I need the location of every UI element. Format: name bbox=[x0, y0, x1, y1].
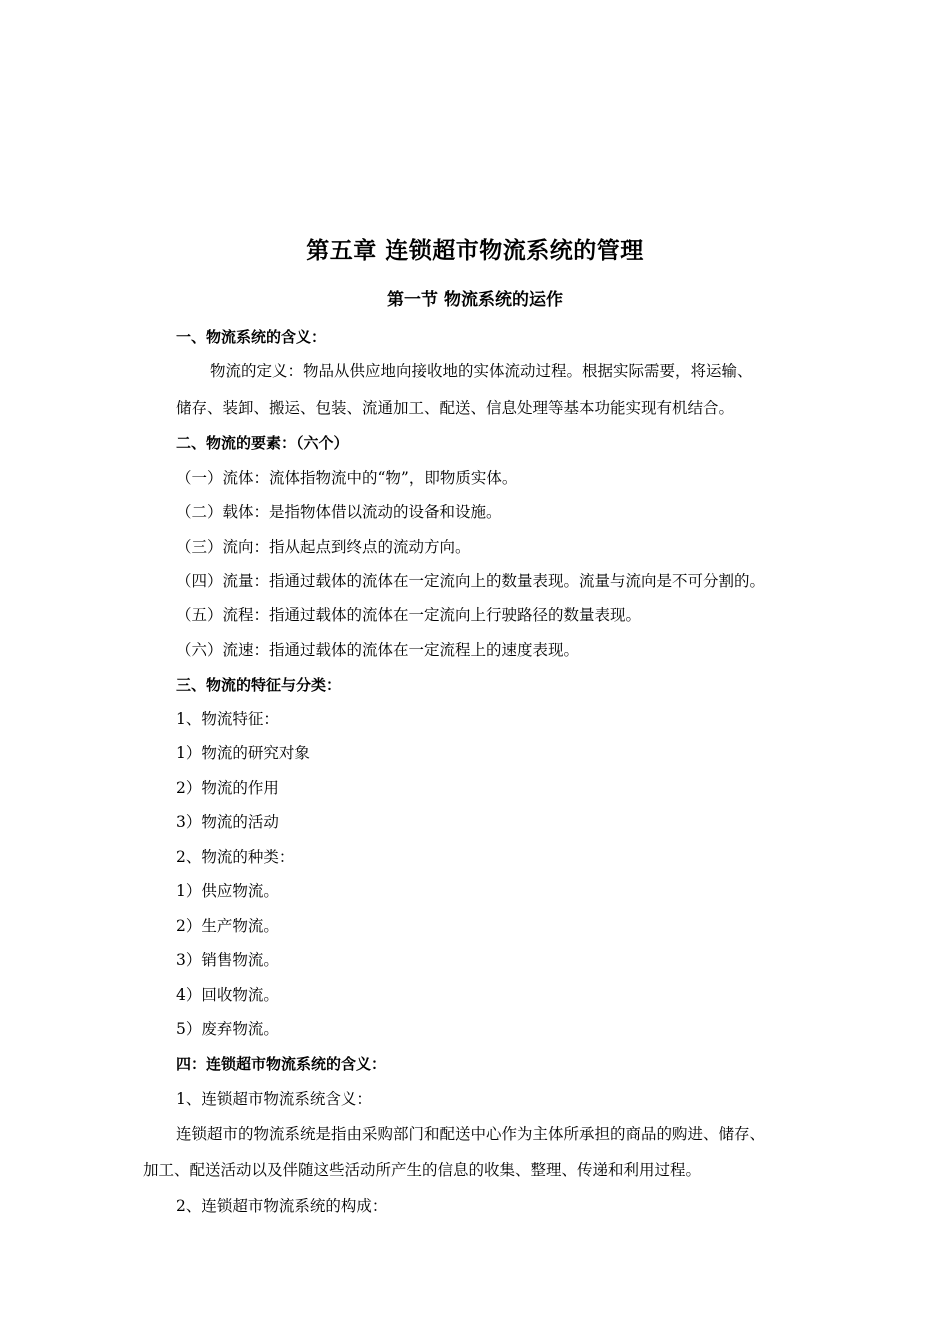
part3-heading: 三、物流的特征与分类： bbox=[176, 676, 342, 694]
element-item: （一）流体：流体指物流中的“物”，即物质实体。 bbox=[176, 469, 518, 487]
part4-paragraph-line1: 连锁超市的物流系统是指由采购部门和配送中心作为主体所承担的商品的购进、储存、 bbox=[176, 1125, 766, 1143]
element-item: （四）流量：指通过载体的流体在一定流向上的数量表现。流量与流向是不可分割的。 bbox=[176, 572, 766, 590]
type-item: 2）生产物流。 bbox=[176, 917, 279, 935]
type-item: 3）销售物流。 bbox=[176, 951, 279, 969]
element-item: （五）流程：指通过载体的流体在一定流向上行驶路径的数量表现。 bbox=[176, 606, 642, 624]
part1-paragraph-line2: 储存、装卸、搬运、包装、流通加工、配送、信息处理等基本功能实现有机结合。 bbox=[176, 399, 735, 417]
feature-item: 3）物流的活动 bbox=[176, 813, 279, 831]
part4-subheading-definition: 1、连锁超市物流系统含义： bbox=[176, 1090, 372, 1108]
element-item: （二）载体：是指物体借以流动的设备和设施。 bbox=[176, 503, 502, 521]
element-item: （六）流速：指通过载体的流体在一定流程上的速度表现。 bbox=[176, 641, 580, 659]
feature-item: 1）物流的研究对象 bbox=[176, 744, 310, 762]
part2-heading: 二、物流的要素：（六个） bbox=[176, 434, 349, 452]
part4-heading: 四：连锁超市物流系统的含义： bbox=[176, 1055, 387, 1073]
part1-heading: 一、物流系统的含义： bbox=[176, 328, 327, 346]
feature-item: 2）物流的作用 bbox=[176, 779, 279, 797]
type-item: 5）废弃物流。 bbox=[176, 1020, 279, 1038]
chapter-title: 第五章 连锁超市物流系统的管理 bbox=[306, 238, 644, 264]
part1-paragraph-line1: 物流的定义：物品从供应地向接收地的实体流动过程。根据实际需要，将运输、 bbox=[210, 362, 753, 380]
type-item: 4）回收物流。 bbox=[176, 986, 279, 1004]
part4-subheading-composition: 2、连锁超市物流系统的构成： bbox=[176, 1197, 388, 1215]
part3-subheading-features: 1、物流特征： bbox=[176, 710, 279, 728]
part4-paragraph-line2: 加工、配送活动以及伴随这些活动所产生的信息的收集、整理、传递和利用过程。 bbox=[143, 1161, 702, 1179]
element-item: （三）流向：指从起点到终点的流动方向。 bbox=[176, 538, 471, 556]
part3-subheading-types: 2、物流的种类： bbox=[176, 848, 295, 866]
type-item: 1）供应物流。 bbox=[176, 882, 279, 900]
section-title: 第一节 物流系统的运作 bbox=[387, 290, 563, 310]
